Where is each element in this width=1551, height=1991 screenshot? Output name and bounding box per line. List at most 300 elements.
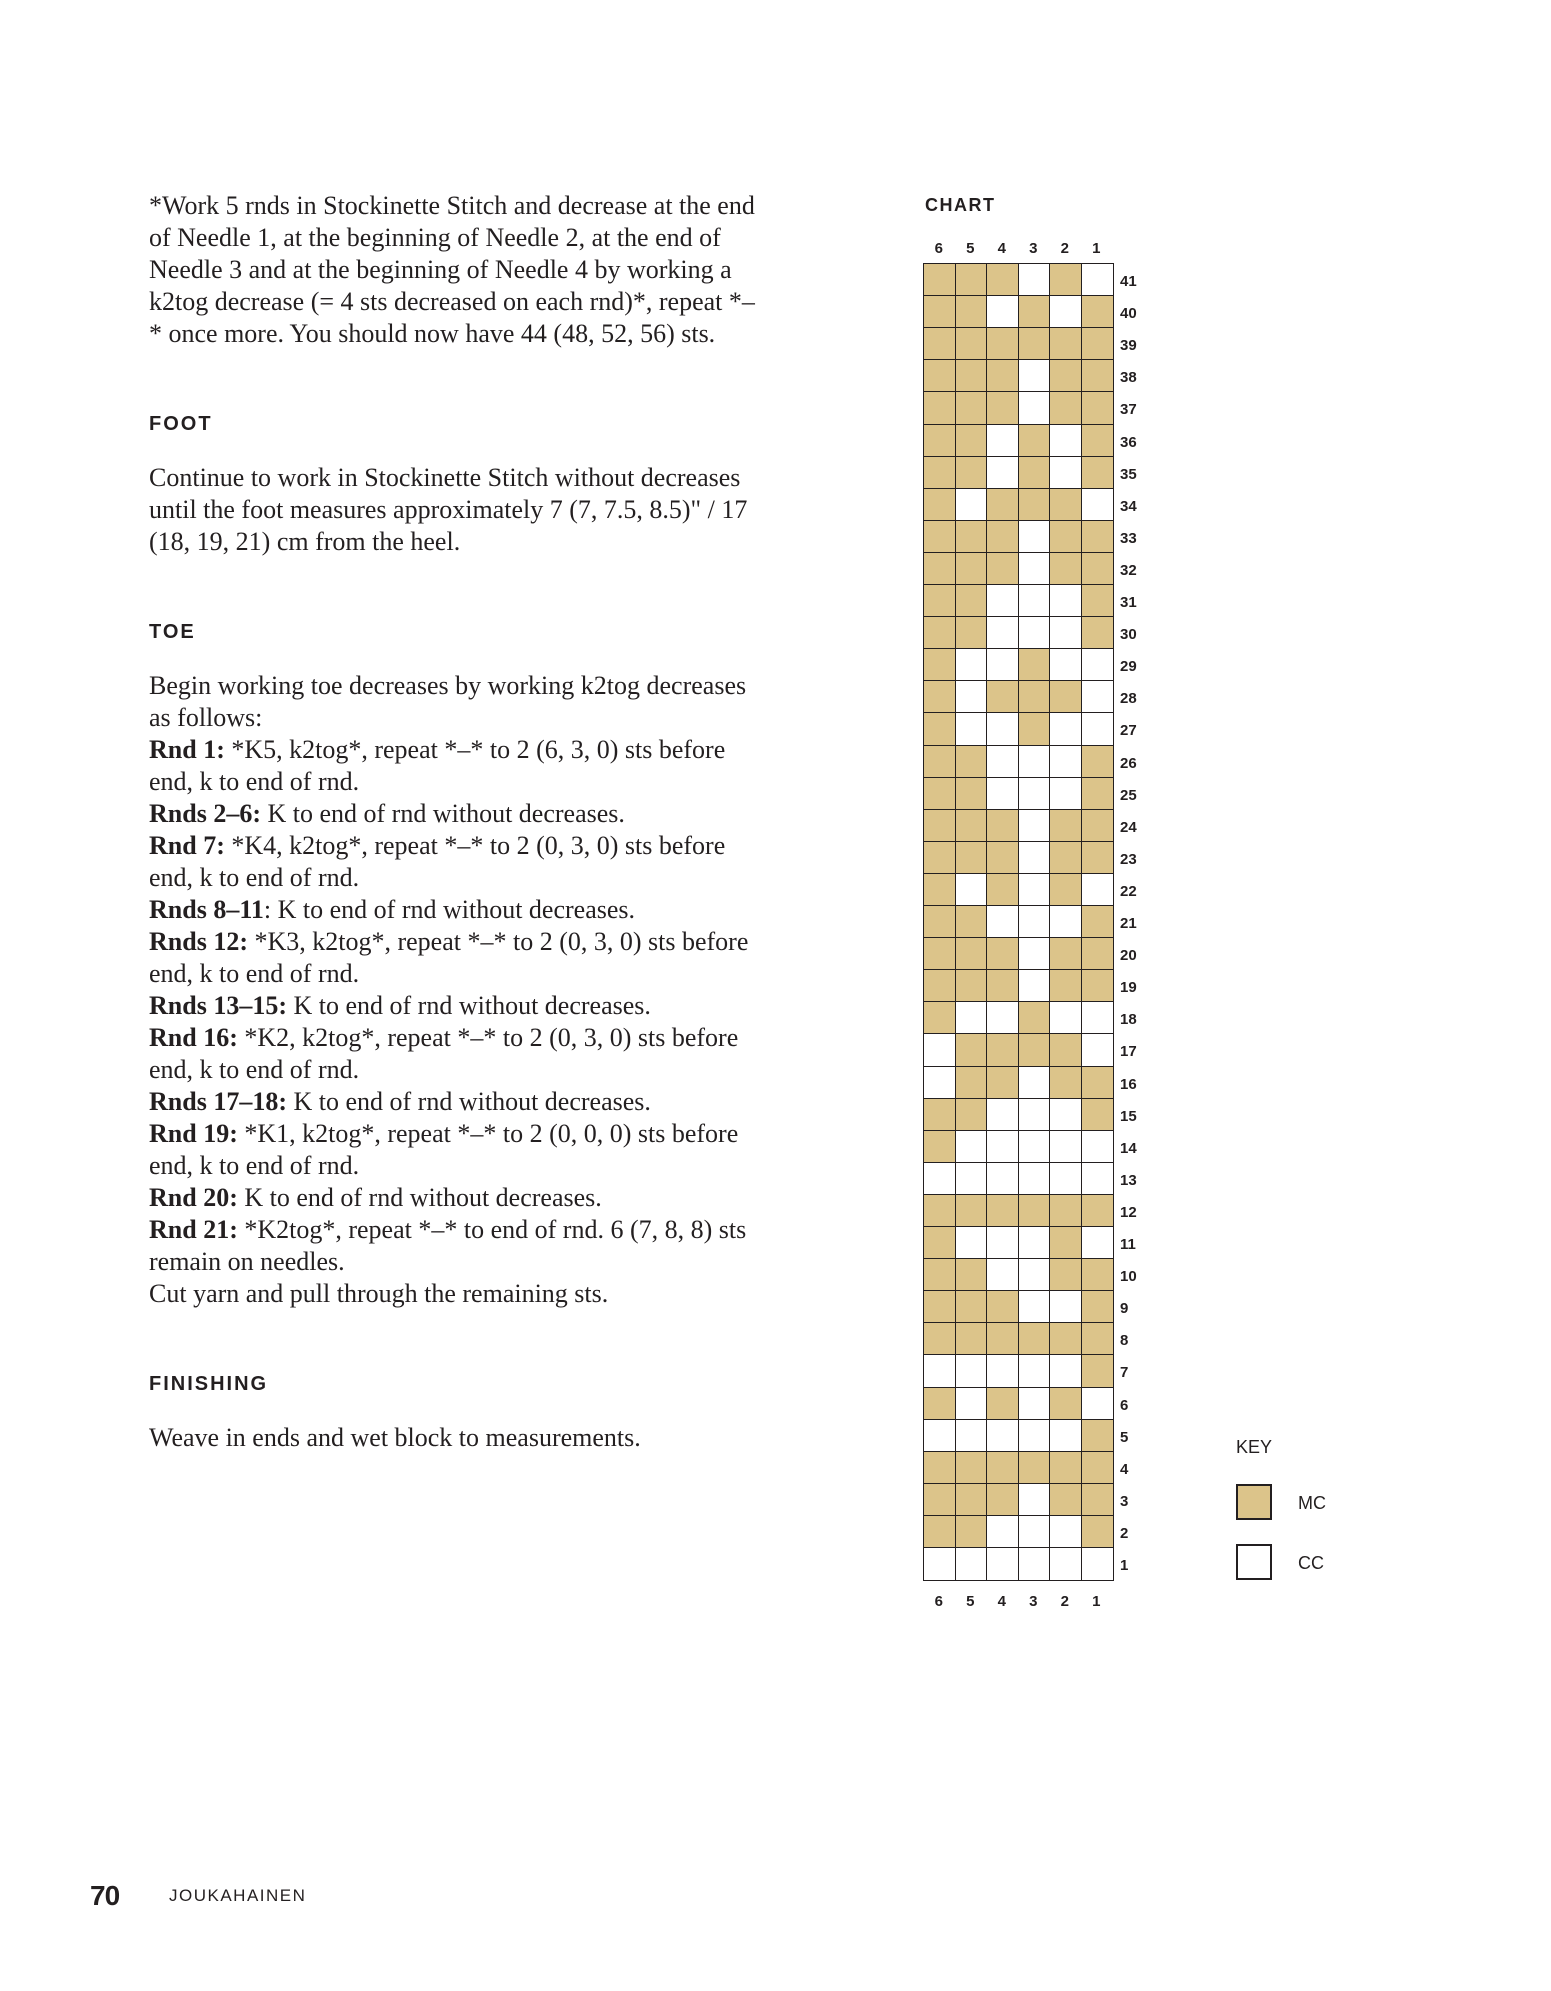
chart-cell-mc: [986, 1066, 1019, 1100]
chart-cell-cc: [923, 1354, 956, 1388]
chart-cell-mc: [923, 1098, 956, 1132]
chart-cell-mc: [1018, 295, 1051, 329]
chart-cell-mc: [1081, 391, 1114, 425]
chart-cell-mc: [1049, 1387, 1082, 1421]
row-number: 10: [1120, 1268, 1137, 1286]
chart-cell-cc: [1081, 1162, 1114, 1196]
chart-cell-mc: [923, 1290, 956, 1324]
toe-step-text: : K to end of rnd without decreases.: [263, 895, 636, 924]
row-number: 15: [1120, 1107, 1137, 1125]
chart-cell-cc: [1018, 809, 1051, 843]
chart-cell-mc: [1081, 1098, 1114, 1132]
chart-cell-cc: [1081, 1033, 1114, 1067]
row-number: 37: [1120, 401, 1137, 419]
chart-cell-mc: [955, 424, 988, 458]
toe-step-label: Rnd 20:: [149, 1183, 238, 1212]
toe-step-text: *K2, k2tog*, repeat *–* to 2 (0, 3, 0) sts before end, k to end of rnd.: [149, 1023, 739, 1084]
chart-cell-mc: [923, 1451, 956, 1485]
chart-cell-mc: [986, 841, 1019, 875]
chart-cell-mc: [923, 1130, 956, 1164]
chart-cell-cc: [1018, 263, 1051, 297]
chart-cell-mc: [986, 327, 1019, 361]
chart-cell-mc: [955, 359, 988, 393]
chart-cell-cc: [1018, 584, 1051, 618]
chart-cell-mc: [1081, 1515, 1114, 1549]
chart-cell-mc: [1018, 1001, 1051, 1035]
key-swatch-cc: [1236, 1544, 1272, 1580]
chart-cell-mc: [1081, 359, 1114, 393]
chart-cell-cc: [1081, 680, 1114, 714]
chart-cell-mc: [986, 1290, 1019, 1324]
toe-step-label: Rnd 16:: [149, 1023, 238, 1052]
chart-cell-mc: [955, 841, 988, 875]
chart-cell-mc: [986, 1322, 1019, 1356]
chart-cell-mc: [923, 905, 956, 939]
chart-cell-mc: [923, 327, 956, 361]
chart-cell-mc: [955, 905, 988, 939]
toe-steps-list: [149, 734, 759, 1278]
chart-cell-cc: [955, 1130, 988, 1164]
toe-step: [149, 926, 759, 990]
column-number-bottom: 6: [934, 1593, 943, 1611]
chart-cell-cc: [1018, 1098, 1051, 1132]
column-number-top: 6: [934, 240, 943, 257]
row-number: 38: [1120, 369, 1137, 387]
toe-intro: Begin working toe decreases by working k2tog decreases as follows:: [149, 671, 747, 732]
chart-cell-mc: [955, 1483, 988, 1517]
chart-cell-cc: [1049, 1354, 1082, 1388]
chart-cell-cc: [986, 1419, 1019, 1453]
chart-cell-mc: [1018, 424, 1051, 458]
chart-cell-mc: [1018, 1194, 1051, 1228]
toe-step: [149, 1214, 759, 1278]
chart-cell-mc: [955, 1290, 988, 1324]
chart-cell-mc: [1081, 777, 1114, 811]
chart-cell-mc: [1049, 359, 1082, 393]
chart-cell-mc: [1081, 584, 1114, 618]
row-number: 9: [1120, 1300, 1129, 1318]
row-number: 36: [1120, 433, 1137, 451]
column-number-top: 1: [1092, 240, 1101, 257]
row-number: 27: [1120, 722, 1137, 740]
chart-cell-mc: [923, 937, 956, 971]
chart-cell-cc: [955, 488, 988, 522]
row-number: 6: [1120, 1396, 1129, 1414]
chart-cell-mc: [1081, 520, 1114, 554]
chart-cell-cc: [986, 1098, 1019, 1132]
chart-cell-mc: [986, 520, 1019, 554]
toe-step: [149, 894, 759, 926]
chart-cell-mc: [923, 424, 956, 458]
chart-cell-mc: [1018, 327, 1051, 361]
chart-cell-mc: [955, 584, 988, 618]
chart-cell-cc: [1018, 1547, 1051, 1581]
chart-cell-cc: [1018, 391, 1051, 425]
toe-step: [149, 990, 759, 1022]
book-title: JOUKAHAINEN: [169, 1886, 307, 1905]
chart-cell-cc: [1081, 1226, 1114, 1260]
chart-cell-cc: [1018, 969, 1051, 1003]
chart-cell-mc: [923, 841, 956, 875]
chart-cell-cc: [1049, 1290, 1082, 1324]
chart-cell-cc: [1049, 424, 1082, 458]
row-number: 22: [1120, 882, 1137, 900]
chart-cell-mc: [986, 937, 1019, 971]
row-number: 39: [1120, 337, 1137, 355]
chart-cell-mc: [1049, 1033, 1082, 1067]
toe-step-label: Rnds 2–6:: [149, 799, 261, 828]
chart-cell-mc: [1081, 616, 1114, 650]
chart-cell-mc: [923, 745, 956, 779]
row-number: 29: [1120, 658, 1137, 676]
row-number: 19: [1120, 979, 1137, 997]
chart-cell-mc: [955, 456, 988, 490]
chart-cell-mc: [1018, 648, 1051, 682]
key-label-mc: MC: [1298, 1493, 1326, 1513]
toe-step-text: *K4, k2tog*, repeat *–* to 2 (0, 3, 0) sts before end, k to end of rnd.: [149, 831, 726, 892]
chart-cell-mc: [1049, 1226, 1082, 1260]
chart-cell-cc: [1081, 488, 1114, 522]
chart-cell-mc: [955, 809, 988, 843]
chart-cell-mc: [923, 1483, 956, 1517]
chart-cell-cc: [1018, 905, 1051, 939]
chart-cell-mc: [955, 263, 988, 297]
chart-cell-mc: [986, 809, 1019, 843]
chart-cell-cc: [1049, 1162, 1082, 1196]
chart-cell-mc: [986, 359, 1019, 393]
chart-cell-mc: [1081, 552, 1114, 586]
chart-cell-mc: [1049, 1322, 1082, 1356]
row-number: 26: [1120, 754, 1137, 772]
row-number: 31: [1120, 594, 1137, 611]
toe-step-label: Rnds 13–15:: [149, 991, 287, 1020]
toe-step-text: *K3, k2tog*, repeat *–* to 2 (0, 3, 0) sts before end, k to end of rnd.: [149, 927, 749, 988]
chart-cell-mc: [923, 969, 956, 1003]
instructions-column: [149, 190, 759, 1454]
chart-cell-mc: [923, 712, 956, 746]
chart-cell-mc: [1081, 1483, 1114, 1517]
chart-cell-mc: [923, 809, 956, 843]
chart-cell-cc: [955, 1387, 988, 1421]
chart-cell-mc: [923, 1322, 956, 1356]
chart-cell-mc: [955, 1033, 988, 1067]
chart-cell-mc: [955, 1098, 988, 1132]
row-number: 8: [1120, 1332, 1129, 1350]
column-number-bottom: 1: [1092, 1593, 1101, 1611]
chart-cell-mc: [1018, 456, 1051, 490]
chart-cell-mc: [1081, 1258, 1114, 1292]
chart-cell-cc: [1049, 1515, 1082, 1549]
row-number: 30: [1120, 626, 1137, 644]
chart-cell-cc: [923, 1162, 956, 1196]
toe-step-label: Rnd 19:: [149, 1119, 238, 1148]
chart-cell-mc: [955, 1066, 988, 1100]
chart-cell-cc: [986, 1354, 1019, 1388]
chart-cell-cc: [1018, 552, 1051, 586]
chart-cell-mc: [986, 263, 1019, 297]
chart-cell-mc: [1081, 327, 1114, 361]
chart-cell-mc: [1018, 1451, 1051, 1485]
chart-cell-mc: [986, 1387, 1019, 1421]
chart-cell-mc: [1081, 905, 1114, 939]
chart-cell-cc: [986, 424, 1019, 458]
toe-step-text: K to end of rnd without decreases.: [286, 991, 651, 1020]
toe-step-text: K to end of rnd without decreases.: [237, 1183, 602, 1212]
chart-cell-cc: [955, 1354, 988, 1388]
chart-cell-cc: [955, 680, 988, 714]
finishing-heading: FINISHING: [149, 1373, 269, 1395]
toe-step-label: Rnds 12:: [149, 927, 248, 956]
chart-cell-cc: [986, 745, 1019, 779]
row-number: 20: [1120, 947, 1137, 965]
chart-cell-mc: [1081, 424, 1114, 458]
chart-cell-mc: [923, 552, 956, 586]
chart-cell-cc: [1018, 1130, 1051, 1164]
toe-step: [149, 830, 759, 894]
chart-cell-mc: [923, 295, 956, 329]
chart-cell-cc: [986, 1258, 1019, 1292]
toe-step: [149, 1086, 759, 1118]
chart-cell-mc: [986, 391, 1019, 425]
chart-cell-mc: [1081, 295, 1114, 329]
chart-cell-cc: [1018, 1162, 1051, 1196]
chart-cell-mc: [1018, 1322, 1051, 1356]
chart-cell-cc: [1018, 1290, 1051, 1324]
chart-cell-mc: [923, 1258, 956, 1292]
chart-cell-cc: [1049, 777, 1082, 811]
column-number-top: 4: [997, 240, 1006, 257]
chart-cell-cc: [1049, 648, 1082, 682]
row-number: 14: [1120, 1139, 1137, 1157]
chart-cell-mc: [1018, 488, 1051, 522]
row-number: 16: [1120, 1075, 1137, 1093]
chart-cell-mc: [1049, 969, 1082, 1003]
row-number: 11: [1120, 1236, 1136, 1253]
chart-cell-mc: [923, 648, 956, 682]
chart-cell-mc: [986, 488, 1019, 522]
chart-cell-cc: [1018, 1226, 1051, 1260]
chart-cell-mc: [1081, 969, 1114, 1003]
toe-heading: TOE: [149, 621, 196, 643]
chart-cell-cc: [1018, 1419, 1051, 1453]
chart-cell-mc: [955, 327, 988, 361]
chart-cell-mc: [955, 1515, 988, 1549]
chart-cell-mc: [1081, 1354, 1114, 1388]
chart-cell-mc: [1049, 937, 1082, 971]
chart-cell-mc: [1049, 263, 1082, 297]
chart-cell-cc: [955, 648, 988, 682]
chart-cell-cc: [955, 712, 988, 746]
chart-cell-mc: [955, 1451, 988, 1485]
column-number-bottom: 3: [1029, 1593, 1038, 1611]
chart-cell-cc: [1049, 584, 1082, 618]
chart-cell-mc: [955, 777, 988, 811]
chart-cell-mc: [1081, 1194, 1114, 1228]
column-number-top: 2: [1060, 240, 1069, 257]
chart-cell-mc: [1018, 680, 1051, 714]
toe-step: [149, 734, 759, 798]
chart-cell-cc: [1081, 1001, 1114, 1035]
chart-cell-cc: [1049, 712, 1082, 746]
chart-cell-cc: [1018, 873, 1051, 907]
chart-cell-mc: [1049, 841, 1082, 875]
column-number-top: 5: [966, 240, 975, 257]
chart-cell-mc: [923, 263, 956, 297]
chart-cell-cc: [1081, 648, 1114, 682]
toe-step-label: Rnds 8–11: [149, 895, 264, 924]
toe-step-text: *K2tog*, repeat *–* to end of rnd. 6 (7, 8, 8) sts remain on needles.: [149, 1215, 747, 1276]
chart-cell-cc: [923, 1547, 956, 1581]
chart-cell-mc: [986, 1451, 1019, 1485]
chart-cell-cc: [986, 777, 1019, 811]
row-number: 17: [1120, 1043, 1137, 1061]
chart-cell-cc: [1018, 1483, 1051, 1517]
chart-cell-cc: [1081, 263, 1114, 297]
chart-cell-cc: [923, 1419, 956, 1453]
key-swatch-mc: [1236, 1484, 1272, 1520]
chart-cell-mc: [923, 456, 956, 490]
chart-cell-cc: [1018, 1258, 1051, 1292]
chart-cell-mc: [986, 873, 1019, 907]
chart-cell-cc: [1018, 1066, 1051, 1100]
chart-cell-mc: [1049, 1258, 1082, 1292]
chart-cell-cc: [1049, 1547, 1082, 1581]
chart-title: CHART: [925, 195, 996, 215]
chart-cell-cc: [1049, 1098, 1082, 1132]
chart-cell-cc: [955, 1419, 988, 1453]
intro-paragraph: *Work 5 rnds in Stockinette Stitch and decrease at the end of Needle 1, at the beginning of Needle 2, at the end of Needle 3 and at the beginning of Needle 4 by working a k2tog decrease (= 4 sts decreased on each rnd)*, repeat *–* once more. You should now have 44 (48, 52, 56) sts.: [149, 191, 755, 348]
row-number: 3: [1120, 1492, 1129, 1510]
chart-cell-cc: [923, 1066, 956, 1100]
chart-cell-mc: [1081, 1066, 1114, 1100]
chart-cell-mc: [1049, 1194, 1082, 1228]
chart-cell-cc: [1018, 1354, 1051, 1388]
chart-cell-mc: [923, 1194, 956, 1228]
chart-cell-cc: [1018, 359, 1051, 393]
row-number: 32: [1120, 561, 1137, 579]
chart-cell-mc: [955, 295, 988, 329]
toe-step: [149, 798, 759, 830]
chart-cell-mc: [1049, 1483, 1082, 1517]
chart-cell-mc: [1049, 391, 1082, 425]
toe-step-label: Rnd 7:: [149, 831, 225, 860]
finishing-paragraph: Weave in ends and wet block to measurements.: [149, 1423, 641, 1452]
chart-cell-cc: [1081, 1387, 1114, 1421]
key-title: KEY: [1236, 1437, 1273, 1457]
chart-cell-cc: [986, 616, 1019, 650]
chart-cell-mc: [923, 1226, 956, 1260]
chart-cell-mc: [923, 777, 956, 811]
row-number: 4: [1120, 1460, 1129, 1478]
chart-cell-mc: [1049, 1451, 1082, 1485]
row-number: 23: [1120, 850, 1137, 868]
row-number: 21: [1120, 915, 1137, 932]
chart-cell-cc: [1018, 777, 1051, 811]
chart-cell-mc: [955, 937, 988, 971]
chart-cell-cc: [986, 1162, 1019, 1196]
chart-cell-cc: [1049, 1130, 1082, 1164]
chart-cell-cc: [1049, 1001, 1082, 1035]
row-number: 2: [1120, 1524, 1129, 1542]
toe-step: [149, 1182, 759, 1214]
toe-step-label: Rnd 21:: [149, 1215, 238, 1244]
chart-cell-cc: [923, 1033, 956, 1067]
chart-cell-mc: [923, 616, 956, 650]
chart-cell-cc: [955, 1547, 988, 1581]
column-number-top: 3: [1029, 240, 1038, 257]
chart-cell-mc: [986, 680, 1019, 714]
chart-cell-cc: [1018, 1387, 1051, 1421]
column-number-bottom: 5: [966, 1593, 975, 1611]
toe-step-text: *K1, k2tog*, repeat *–* to 2 (0, 0, 0) sts before end, k to end of rnd.: [149, 1119, 739, 1180]
chart-cell-cc: [986, 584, 1019, 618]
row-number: 24: [1120, 818, 1137, 836]
chart-cell-cc: [986, 1001, 1019, 1035]
chart-cell-mc: [1081, 745, 1114, 779]
chart-cell-cc: [1081, 1130, 1114, 1164]
chart-cell-cc: [1018, 520, 1051, 554]
foot-paragraph: Continue to work in Stockinette Stitch without decreases until the foot measures approximately 7 (7, 7.5, 8.5)" / 17 (18, 19, 21) cm from the heel.: [149, 463, 748, 556]
chart-cell-mc: [955, 1194, 988, 1228]
foot-heading: FOOT: [149, 413, 213, 435]
chart-cell-mc: [955, 520, 988, 554]
chart-cell-mc: [1049, 520, 1082, 554]
chart-cell-mc: [955, 969, 988, 1003]
chart-cell-mc: [923, 1387, 956, 1421]
row-number: 33: [1120, 529, 1137, 547]
chart-cell-mc: [923, 488, 956, 522]
chart-cell-cc: [986, 712, 1019, 746]
row-number: 41: [1120, 273, 1137, 290]
chart-cell-cc: [1049, 905, 1082, 939]
chart-cell-cc: [986, 295, 1019, 329]
row-number: 12: [1120, 1203, 1137, 1221]
chart-cell-mc: [955, 552, 988, 586]
row-number: 7: [1120, 1364, 1129, 1382]
chart-cell-cc: [1081, 1547, 1114, 1581]
row-number: 25: [1120, 786, 1137, 804]
chart-cell-cc: [1081, 873, 1114, 907]
chart-cell-cc: [986, 456, 1019, 490]
chart-cell-cc: [1081, 712, 1114, 746]
column-number-bottom: 4: [997, 1593, 1006, 1611]
chart-cell-mc: [923, 520, 956, 554]
row-number: 13: [1120, 1171, 1137, 1189]
toe-closing: Cut yarn and pull through the remaining sts.: [149, 1279, 609, 1308]
chart-cell-mc: [1049, 1066, 1082, 1100]
chart-cell-cc: [986, 905, 1019, 939]
chart-cell-mc: [923, 1515, 956, 1549]
chart-cell-mc: [1049, 873, 1082, 907]
row-number: 35: [1120, 465, 1137, 483]
chart-cell-mc: [1081, 1419, 1114, 1453]
chart-cell-mc: [986, 552, 1019, 586]
toe-step-label: Rnd 1:: [149, 735, 225, 764]
chart-cell-cc: [955, 1226, 988, 1260]
row-number: 28: [1120, 690, 1137, 708]
chart-cell-cc: [986, 1547, 1019, 1581]
toe-step-text: *K5, k2tog*, repeat *–* to 2 (6, 3, 0) sts before end, k to end of rnd.: [149, 735, 726, 796]
chart-cell-cc: [1049, 616, 1082, 650]
toe-step: [149, 1022, 759, 1086]
chart-cell-mc: [923, 873, 956, 907]
chart-cell-cc: [1018, 1515, 1051, 1549]
chart-cell-mc: [1081, 841, 1114, 875]
row-number: 1: [1120, 1557, 1129, 1574]
chart-cell-mc: [955, 745, 988, 779]
chart-cell-mc: [1018, 1033, 1051, 1067]
toe-step-text: K to end of rnd without decreases.: [286, 1087, 651, 1116]
